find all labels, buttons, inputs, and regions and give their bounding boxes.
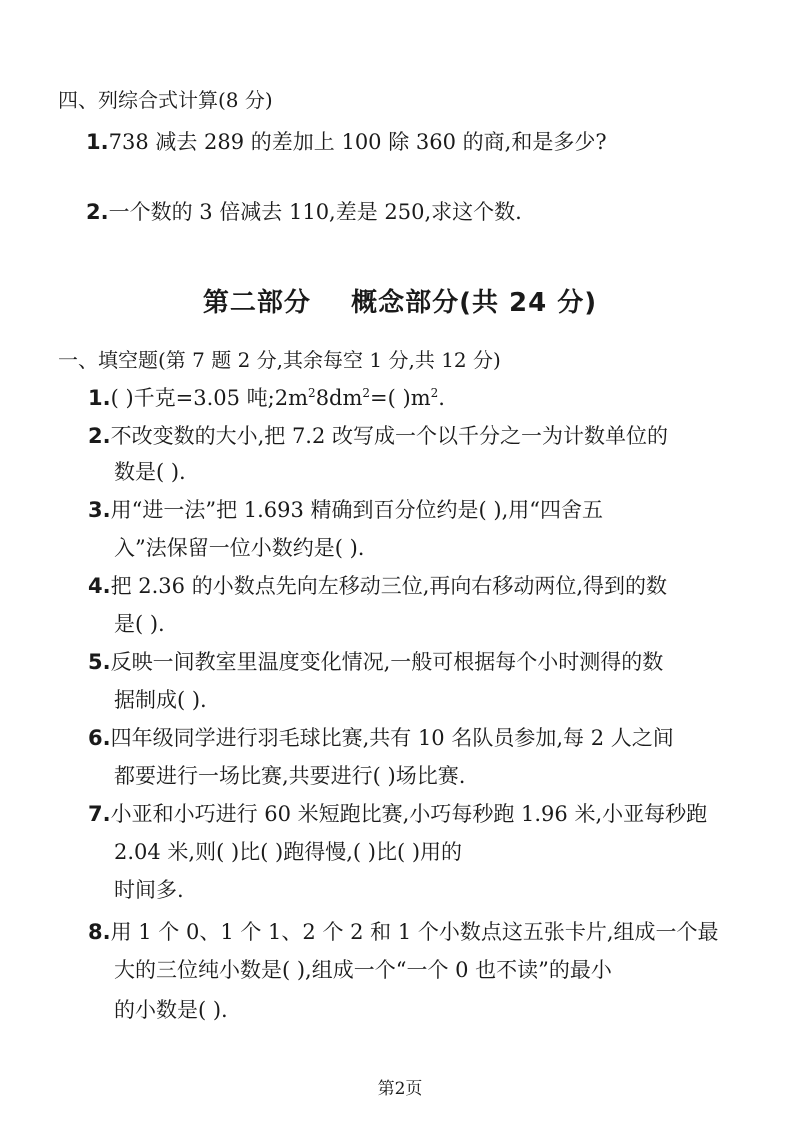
fill-question-5-line-1 xyxy=(88,648,663,676)
question-text: 反映一间教室里温度变化情况,一般可根据每个小时测得的数 xyxy=(110,650,664,674)
question-number: 2. xyxy=(86,200,109,224)
fill-question-2-line-1 xyxy=(88,422,668,450)
question-number: 1. xyxy=(88,386,111,410)
superscript: 2 xyxy=(430,386,439,400)
fill-question-7-line-2: 2.04 米,则( )比( )跑得慢,( )比( )用的 xyxy=(114,840,463,864)
question-number: 5. xyxy=(88,650,111,674)
section-1-title: 一、填空题(第 7 题 2 分,其余每空 1 分,共 12 分) xyxy=(58,348,501,372)
fill-question-4-line-1 xyxy=(88,572,667,600)
superscript: 2 xyxy=(308,386,316,400)
question-number: 3. xyxy=(88,498,111,522)
question-text: 小亚和小巧进行 60 米短跑比赛,小巧每秒跑 1.96 米,小亚每秒跑 xyxy=(110,802,708,826)
question-number: 2. xyxy=(88,424,111,448)
fill-question-7-line-1 xyxy=(88,800,707,828)
fill-question-6-line-2: 都要进行一场比赛,共要进行( )场比赛. xyxy=(114,764,466,788)
question-number: 7. xyxy=(88,802,111,826)
question-text-a: ( )千克=3.05 吨;2m xyxy=(110,386,309,410)
question-text: 不改变数的大小,把 7.2 改写成一个以千分之一为计数单位的 xyxy=(110,424,669,448)
question-number: 6. xyxy=(88,726,111,750)
question-text: 四年级同学进行羽毛球比赛,共有 10 名队员参加,每 2 人之间 xyxy=(110,726,674,750)
question-number: 4. xyxy=(88,574,111,598)
fill-question-8-line-2: 大的三位纯小数是( ),组成一个“一个 0 也不读”的最小 xyxy=(114,958,612,982)
fill-question-8-line-3: 的小数是( ). xyxy=(114,998,228,1022)
fill-question-2-line-2: 数是( ). xyxy=(114,460,186,484)
question-number: 8. xyxy=(88,920,111,944)
question-text: 用 1 个 0、1 个 1、2 个 2 和 1 个小数点这五张卡片,组成一个最 xyxy=(110,920,719,944)
fill-question-4-line-2: 是( ). xyxy=(114,612,165,636)
question-text-d: . xyxy=(438,386,445,410)
fill-question-7-line-3: 时间多. xyxy=(114,878,184,902)
question-text: 738 减去 289 的差加上 100 除 360 的商,和是多少? xyxy=(108,130,607,154)
fill-question-5-line-2: 据制成( ). xyxy=(114,688,207,712)
page-number: 第2页 xyxy=(377,1079,423,1099)
part-2-title: 第二部分 概念部分(共 24 分) xyxy=(202,288,598,318)
fill-question-6-line-1 xyxy=(88,724,674,752)
superscript: 2 xyxy=(362,386,371,400)
question-number: 1. xyxy=(86,130,109,154)
section-4-title: 四、列综合式计算(8 分) xyxy=(58,88,273,112)
question-text: 一个数的 3 倍减去 110,差是 250,求这个数. xyxy=(108,200,522,224)
question-text-b: 8dm xyxy=(315,386,363,410)
question-text: 把 2.36 的小数点先向左移动三位,再向右移动两位,得到的数 xyxy=(110,574,668,598)
section-4-question-2 xyxy=(86,198,522,226)
fill-question-3-line-2: 入”法保留一位小数约是( ). xyxy=(114,536,365,560)
fill-question-1 xyxy=(88,384,445,412)
fill-question-8-line-1 xyxy=(88,918,719,946)
fill-question-3-line-1 xyxy=(88,496,603,524)
section-4-question-1 xyxy=(86,128,607,156)
question-text: 用“进一法”把 1.693 精确到百分位约是( ),用“四舍五 xyxy=(110,498,604,522)
question-text-c: =( )m xyxy=(370,386,431,410)
